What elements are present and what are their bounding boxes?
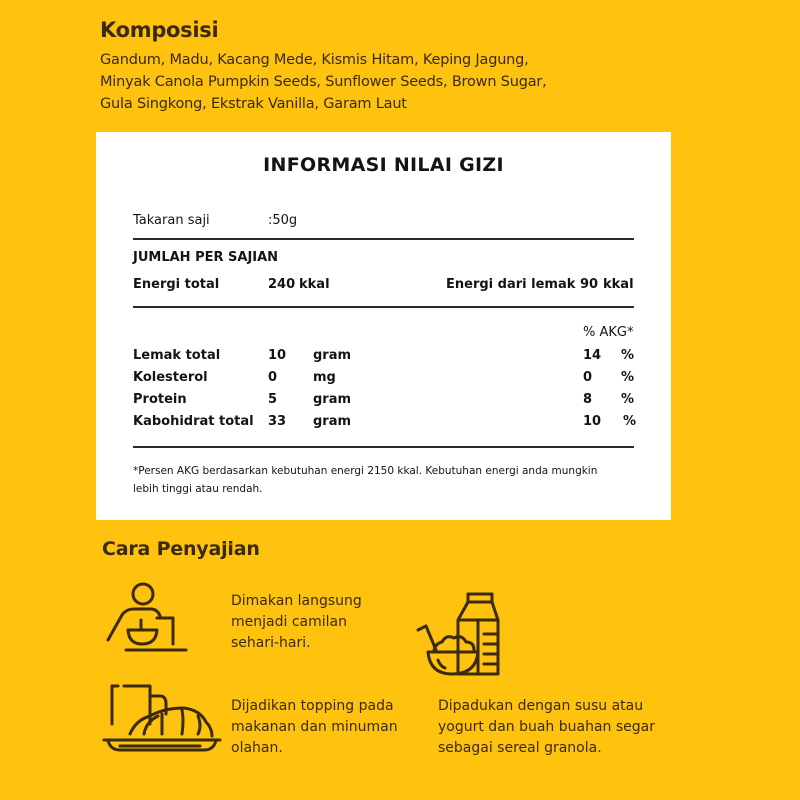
per-serving-header: JUMLAH PER SAJIAN: [133, 250, 279, 265]
desc-line: Dipadukan dengan susu atau: [438, 698, 644, 714]
energy-fat-unit: kkal: [603, 277, 634, 292]
nutrient-pct: %: [623, 414, 637, 429]
mug-croissant-icon: [100, 680, 224, 760]
nutrient-name: Kabohidrat total: [133, 414, 254, 429]
nutrient-amount: 10: [268, 348, 287, 363]
footnote-line: lebih tinggi atau rendah.: [133, 483, 263, 495]
desc-line: Dijadikan topping pada: [231, 698, 394, 714]
footnote-line: *Persen AKG berdasarkan kebutuhan energi 2150 kkal. Kebutuhan energi anda mungkin: [133, 465, 598, 477]
ingredients-line: Gula Singkong, Ekstrak Vanilla, Garam Laut: [100, 96, 407, 112]
nutrient-akg: 10: [583, 414, 602, 429]
cereal-milk-icon: [412, 590, 512, 680]
ingredients-line: Gandum, Madu, Kacang Mede, Kismis Hitam, Keping Jagung,: [100, 52, 529, 68]
serving-desc-cereal: [438, 696, 655, 759]
nutrient-unit: gram: [313, 414, 352, 429]
desc-line: Dimakan langsung: [231, 593, 362, 609]
serving-desc-topping: [231, 696, 398, 759]
nutrient-akg: 14: [583, 348, 602, 363]
akg-header: % AKG*: [583, 325, 634, 340]
energy-total-unit: kkal: [299, 277, 330, 292]
nutrient-name: Lemak total: [133, 348, 221, 363]
ingredients-line: Minyak Canola Pumpkin Seeds, Sunflower Seeds, Brown Sugar,: [100, 74, 547, 90]
nutrient-name: Kolesterol: [133, 370, 208, 385]
nutrient-pct: %: [621, 370, 635, 385]
nutrient-pct: %: [621, 348, 635, 363]
serving-size-label: Takaran saji: [133, 213, 210, 228]
desc-line: sebagai sereal granola.: [438, 740, 602, 756]
energy-total-value: 240: [268, 277, 296, 292]
akg-footnote: [133, 462, 643, 498]
nutrient-unit: gram: [313, 392, 352, 407]
nutrient-name: Protein: [133, 392, 187, 407]
desc-line: makanan dan minuman: [231, 719, 398, 735]
nutrient-amount: 0: [268, 370, 278, 385]
nutrient-akg: 0: [583, 370, 593, 385]
desc-line: menjadi camilan: [231, 614, 347, 630]
energy-total-label: Energi total: [133, 277, 220, 292]
energy-fat-value: 90: [580, 277, 599, 292]
komposisi-ingredients: [100, 49, 660, 115]
divider: [133, 238, 634, 240]
serving-size-value: :50g: [268, 213, 298, 228]
desc-line: yogurt dan buah buahan segar: [438, 719, 655, 735]
serving-desc-direct: [231, 591, 362, 654]
person-eating-icon: [100, 578, 192, 658]
serving-suggestion-title: Cara Penyajian: [102, 538, 260, 560]
desc-line: olahan.: [231, 740, 283, 756]
nutrient-unit: gram: [313, 348, 352, 363]
divider: [133, 306, 634, 308]
nutrient-akg: 8: [583, 392, 593, 407]
nutrient-pct: %: [621, 392, 635, 407]
nutrient-amount: 33: [268, 414, 287, 429]
nutrition-facts-panel: [96, 132, 671, 520]
divider: [133, 446, 634, 448]
desc-line: sehari-hari.: [231, 635, 311, 651]
nutrient-unit: mg: [313, 370, 336, 385]
nutrition-title: INFORMASI NILAI GIZI: [263, 154, 504, 176]
energy-fat-label: Energi dari lemak: [446, 277, 576, 292]
komposisi-title: Komposisi: [100, 18, 219, 42]
nutrient-amount: 5: [268, 392, 278, 407]
